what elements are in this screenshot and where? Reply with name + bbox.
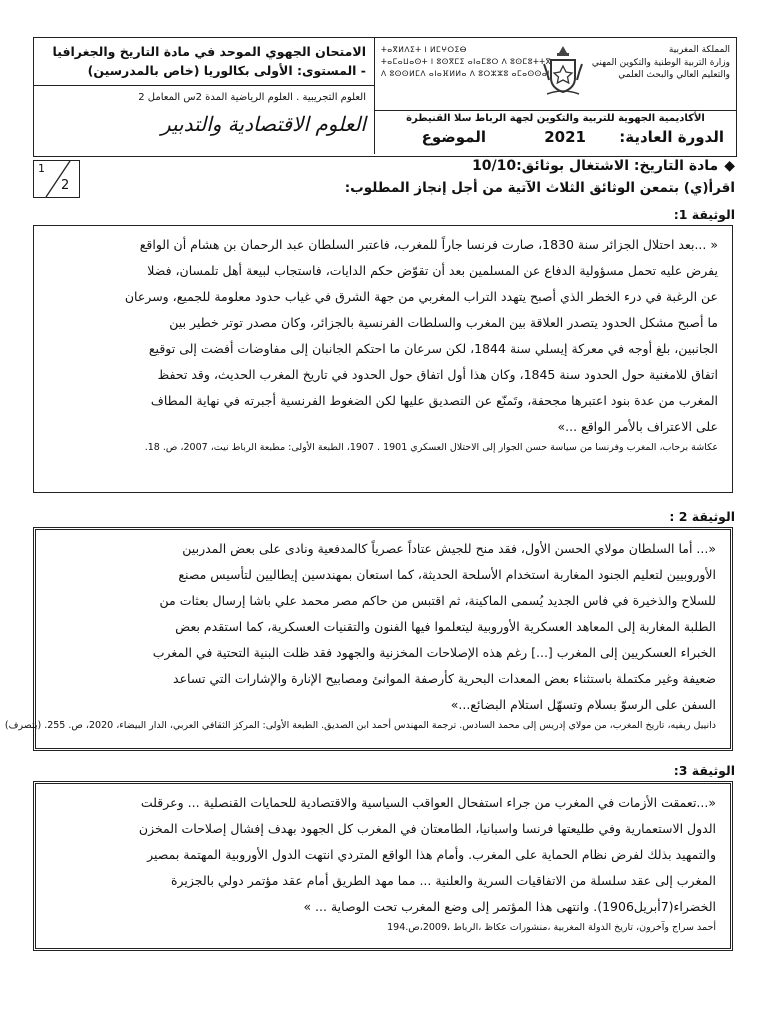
institution-panel bbox=[375, 38, 736, 154]
document-1-label: الوثيقة 1: bbox=[673, 207, 735, 222]
text-line: المغرب إلى عقد سلسلة من الاتفاقيات السرية والعلنية ... مما مهد الطريق أمام عقد مؤتمر دولي بالجزيرة bbox=[170, 873, 716, 888]
exam-title: الامتحان الجهوي الموحد في مادة التاريخ والجغرافيا bbox=[52, 44, 366, 59]
document-2-box bbox=[4, 527, 733, 751]
instruction-text: اقرأ(ي) بتمعن الوثائق الثلاث الآتية من أجل إنجاز المطلوب: bbox=[344, 180, 735, 196]
text-line: ضعيفة وغير مكتملة باستثناء بعض المعدات البحرية كأرصفة الموانئ ومصابيح الإنارة والإشارات التي تساعد bbox=[173, 671, 716, 686]
page-counter bbox=[33, 160, 80, 198]
text-line: عن الرغبة في درء الخطر الذي أصبح يتهدد التراب المغربي من جهة الشرق في غياب حدود معلومة للجميع، وسرعان bbox=[124, 289, 718, 304]
text-line: والتمهيد بذلك لفرض نظام الحماية على المغرب. وأمام هذا الواقع المتردي انتهت الدول الأوروبية المهتمة بمصير bbox=[147, 847, 716, 862]
text-line: «...تعمقت الأزمات في المغرب من جراء استفحال العواقب السياسية والاقتصادية للحمايات القنصلية ... وعرقلت bbox=[140, 795, 716, 810]
exam-info-panel bbox=[34, 38, 375, 154]
tifinagh-ministry-name: ⵜⴰⴳⵍⴷⵉⵜ ⵏ ⵍⵎⵖⵔⵉⴱ ⵜⴰⵎⴰⵡⴰⵙⵜ ⵏ ⵓⵙⴳⵎⵉ ⴰⵏⴰⵎⵓⵔ ⴷ ⵓⵙⵎⵓⵜⵜⴳ ⴷ ⵓⵙⵙⵍⵎⴷ ⴰⵏⴰⴼⵍⵍⴰ ⴷ ⵓⵔⵣⵣⵓ ⴰⵎⴰⵙⵙⴰⵏ bbox=[381, 45, 552, 78]
session-row bbox=[375, 126, 736, 154]
page-total: 2 bbox=[61, 178, 70, 193]
document-2-text bbox=[36, 530, 730, 718]
document-1-box bbox=[33, 225, 733, 493]
text-line: الأوروبيين لتعليم الجنود المغاربة استخدام الأسلحة الحديثة، كما استعان بمهندسين إيطاليين لتأسيس مصنع bbox=[178, 567, 716, 582]
text-line: الجانبين، بلغ أوجه في معركة إيسلي سنة 1844، لكن سرعان ما احتكم الجانبان إلى مفاوضات أفضت إلى توقيع bbox=[148, 341, 718, 356]
session-label: الدورة العادية: bbox=[619, 128, 724, 146]
page-current: 1 bbox=[38, 162, 45, 175]
document-3-box bbox=[33, 781, 733, 951]
document-2-label: الوثيقة 2 : bbox=[669, 509, 735, 524]
text-line: اتفاق للامغنية حول الحدود سنة 1845، وكان هذا أول اتفاق حول الحدود في تاريخ المغرب الحديث، وقد تحفظ bbox=[157, 367, 718, 382]
document-3-text bbox=[36, 784, 730, 920]
text-line: ما أصبح مشكل الحدود يتصدر العلاقة بين المغرب والسلطات الفرنسية بالجزائر، وكان مصدر توتر خطير بين bbox=[169, 315, 718, 330]
document-1-text bbox=[34, 226, 732, 440]
text-line: للسلاح والذخيرة في فاس الجديد يُسمى الماكينة، ثم اقتبس من حاكم مصر محمد علي باشا إرسال بعثات من bbox=[159, 593, 716, 608]
handwritten-subject: العلوم الاقتصادية والتدبير bbox=[160, 112, 366, 136]
document-3-label: الوثيقة 3: bbox=[673, 763, 735, 778]
text-line: يفرض عليه تحمل مسؤولية الدفاع عن المسلمين بعد أن تقوّض حكم الدايات، فاستجاب لبيعة أهل تلمسان، فضلا bbox=[147, 263, 718, 278]
exam-specs-block bbox=[34, 86, 374, 145]
document-2-source: دانييل ريفيه، تاريخ المغرب، من مولاي إدريس إلى محمد السادس. ترجمة المهندس أحمد ابن الصديق. الطبعة الأولى: المركز الثقافي العربي، الدار البيضاء، 2020، ص. 255. (بتصرف) bbox=[4, 720, 716, 731]
institution-logos bbox=[375, 38, 736, 111]
text-line: « ...بعد احتلال الجزائر سنة 1830، صارت فرنسا جاراً للمغرب، فاعتبر السلطان عبد الرحمان بن هشام أن الواقع bbox=[139, 237, 718, 252]
exam-level: - المستوى: الأولى بكالوريا (خاص بالمدرسين) bbox=[87, 63, 366, 78]
document-1-source: عكاشة برحاب، المغرب وفرنسا من سياسة حسن الجوار إلى الاحتلال العسكري 1901 . 1907، الطبعة الأولى: مطبعة الرباط نيت، 2007، ص. 18. bbox=[144, 442, 718, 453]
text-line: المغرب من عدة بنود اعتبرها مجحفة، وتَمنّع عن التصديق عليها لكن الضغوط الفرنسية أجبرته في نهاية المطاف bbox=[150, 393, 718, 408]
text-line: «... أما السلطان مولاي الحسن الأول، فقد منح للجيش عتاداً عصرياً كالمدفعية ونادى على بعض المدربين bbox=[182, 541, 716, 556]
text-line: الطلبة المغاربة إلى المعاهد العسكرية الأوروبية ليتعلموا فيها الفنون والتقنيات العسكرية، كما استقدم بعض bbox=[175, 619, 716, 634]
ministry-name: المملكة المغربية وزارة التربية الوطنية والتكوين المهني والتعليم العالي والبحث العلمي bbox=[591, 45, 730, 80]
text-line: الخبراء العسكريين إلى المغرب [...] رغم هذه الإصلاحات المخزنية والجهود فقد ظلت البنية التحتية في المغرب bbox=[152, 645, 716, 660]
document-3-source: أحمد سراج وآخرون، تاريخ الدولة المغربية ،منشورات عكاظ ،الرباط ،2009،ص.194 bbox=[387, 922, 716, 933]
exam-specs: العلوم التجريبية . العلوم الرياضية المدة 2س المعامل 2 bbox=[138, 92, 366, 103]
text-line: الدول الاستعمارية وفي طليعتها فرنسا واسبانيا، الطامعتان في المغرب كل الجهود بهدف إفشال إصلاحات المخزن bbox=[138, 821, 716, 836]
text-line: السفن على الرسوّ بسلام وتسهّل استلام البضائع...» bbox=[450, 697, 716, 712]
text-line: على الاعتراف بالأمر الواقع ...» bbox=[557, 419, 718, 434]
royal-emblem-icon bbox=[541, 44, 585, 98]
section-title: ◆مادة التاريخ: الاشتغال بوثائق:10/10 bbox=[472, 158, 735, 174]
diamond-bullet-icon: ◆ bbox=[724, 158, 735, 174]
topic-label: الموضوع bbox=[421, 128, 486, 146]
academy-name: الأكاديمية الجهوية للتربية والتكوين لجهة الرباط سلا القنيطرة bbox=[406, 113, 705, 124]
exam-header bbox=[33, 37, 737, 157]
text-line: الخضراء(7أبريل1906). وانتهى هذا المؤتمر إلى وضع المغرب تحت الوصاية ... » bbox=[303, 899, 716, 914]
exam-title-block bbox=[34, 38, 374, 86]
session-year: 2021 bbox=[544, 128, 586, 146]
